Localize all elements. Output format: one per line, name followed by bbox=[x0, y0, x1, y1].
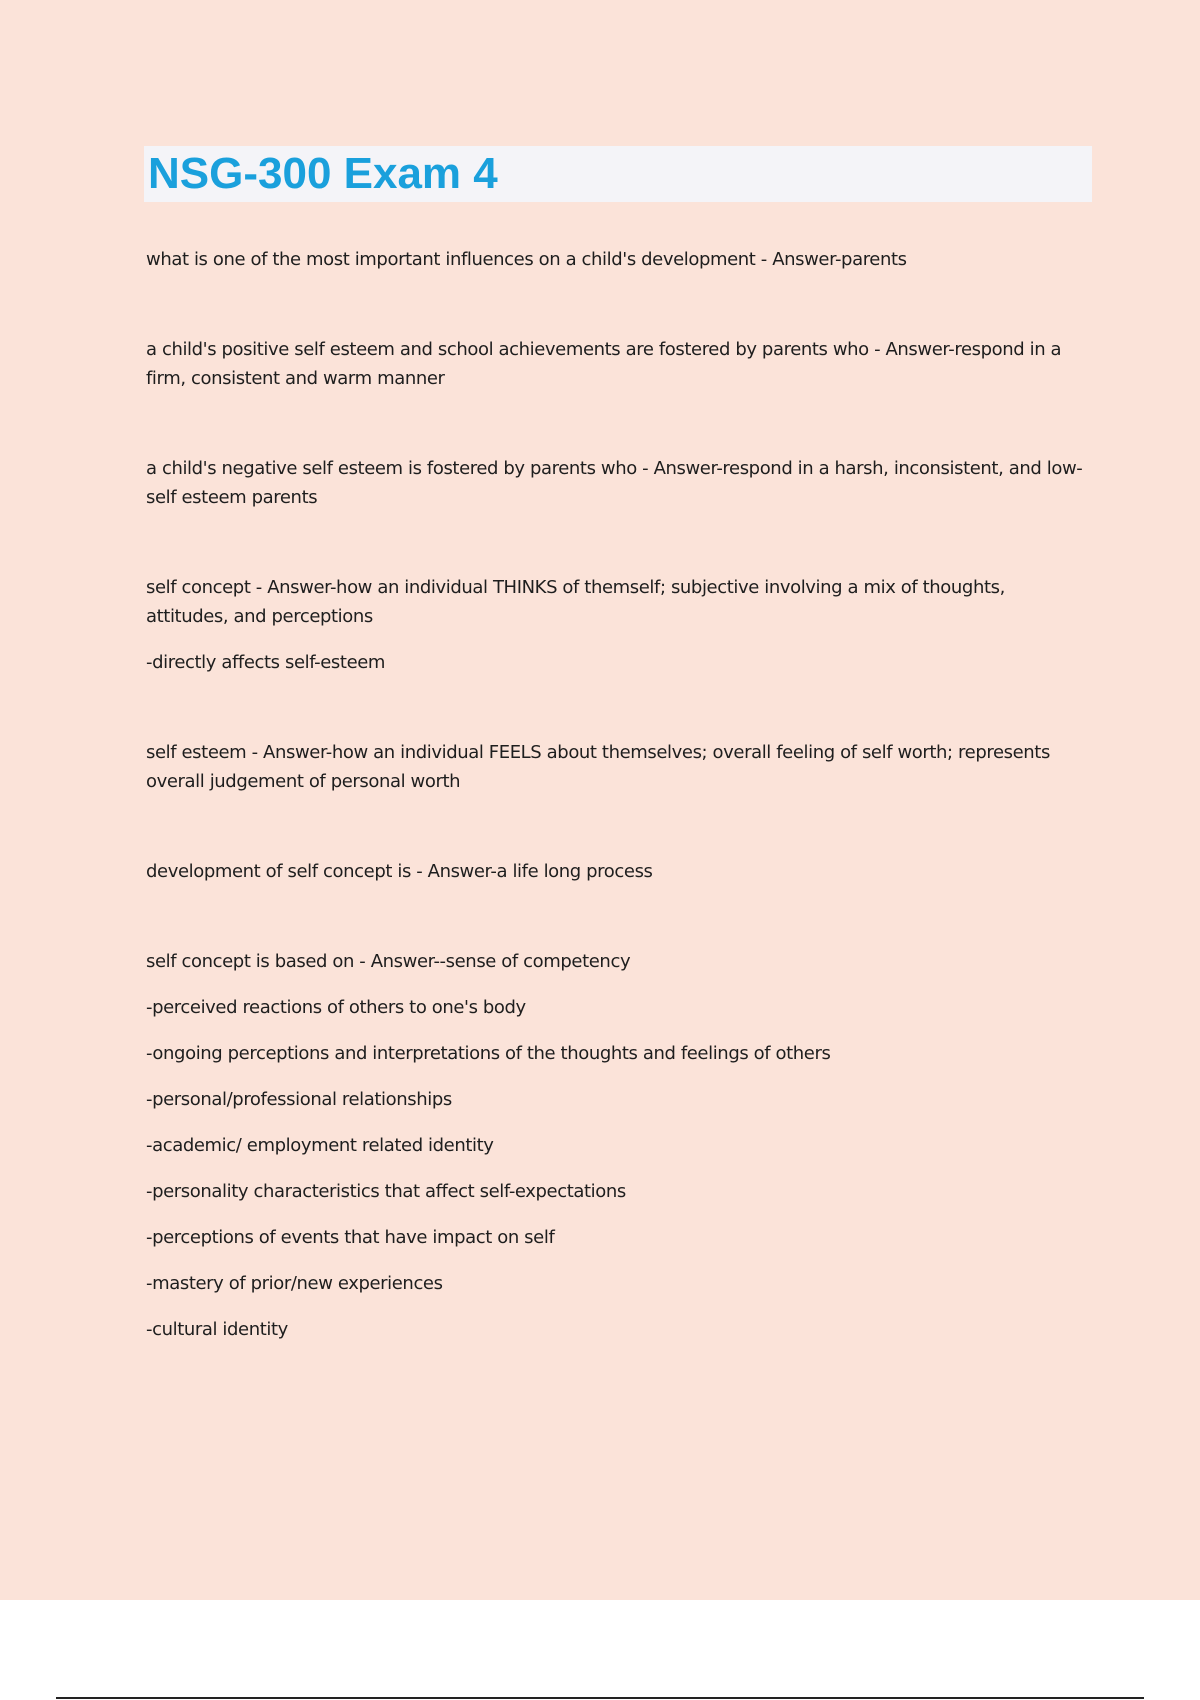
qa-detail-line: -personal/professional relationships bbox=[146, 1089, 452, 1110]
qa-detail-line: -directly affects self-esteem bbox=[146, 652, 386, 673]
qa-text: self concept - Answer-how an individual THINKS of themself; subjective involving a mix of thoughts, attitudes, and perceptions bbox=[146, 577, 1005, 627]
qa-item bbox=[146, 738, 1086, 796]
qa-item bbox=[146, 335, 1086, 393]
document-title: NSG-300 Exam 4 bbox=[148, 149, 498, 198]
qa-detail-line: -personality characteristics that affect self-expectations bbox=[146, 1181, 626, 1202]
qa-text: self esteem - Answer-how an individual FEELS about themselves; overall feeling of self worth; represents overall judgement of personal worth bbox=[146, 742, 1050, 792]
qa-detail-line: -ongoing perceptions and interpretations of the thoughts and feelings of others bbox=[146, 1043, 831, 1064]
title-banner bbox=[144, 146, 1092, 202]
qa-detail-line: -cultural identity bbox=[146, 1319, 288, 1340]
qa-detail-line: -mastery of prior/new experiences bbox=[146, 1273, 443, 1294]
qa-text: self concept is based on - Answer--sense of competency bbox=[146, 951, 631, 972]
qa-item bbox=[146, 454, 1086, 512]
qa-detail-line: -perceived reactions of others to one's body bbox=[146, 997, 526, 1018]
qa-item bbox=[146, 857, 1086, 886]
qa-text: a child's negative self esteem is fostered by parents who - Answer-respond in a harsh, inconsistent, and low-self esteem parents bbox=[146, 458, 1083, 508]
footer-divider bbox=[56, 1697, 1144, 1699]
qa-text: development of self concept is - Answer-a life long process bbox=[146, 861, 653, 882]
qa-text: what is one of the most important influences on a child's development - Answer-parents bbox=[146, 249, 907, 270]
qa-item bbox=[146, 245, 1086, 274]
qa-item bbox=[146, 573, 1086, 677]
qa-text: a child's positive self esteem and school achievements are fostered by parents who - Answer-respond in a firm, consistent and warm manner bbox=[146, 339, 1062, 389]
qa-detail-line: -academic/ employment related identity bbox=[146, 1135, 494, 1156]
qa-item bbox=[146, 947, 1086, 1344]
qa-detail-line: -perceptions of events that have impact on self bbox=[146, 1227, 555, 1248]
qa-list bbox=[146, 245, 1086, 1344]
